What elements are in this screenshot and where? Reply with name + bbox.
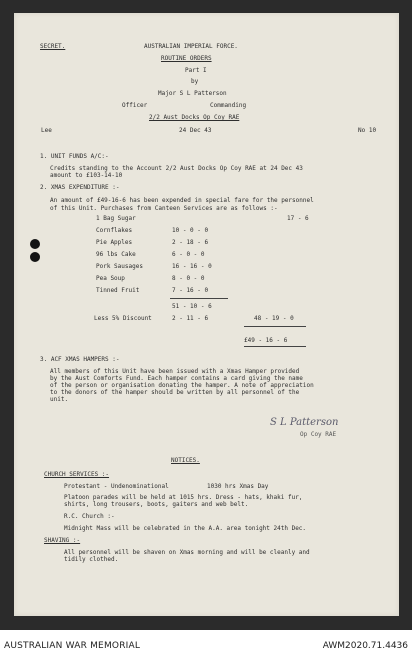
footer-bar [0,630,412,653]
purchase-name: 1 Bag Sugar [96,215,136,222]
purchase-name: Pie Apples [96,239,133,246]
purchase-name: Pork Sausages [96,263,143,270]
part-label: Part I [185,67,207,74]
purchase-amount: 2 - 18 - 6 [172,239,209,246]
notices-heading: NOTICES. [171,457,200,464]
purchase-name: Cornflakes [96,227,133,234]
subtotal: 51 - 10 - 6 [172,303,212,310]
discount-label: Less 5% Discount [94,315,152,322]
item3-line: to the donors of the hamper should be written by all personnel of the [50,389,300,396]
footer-institution: AUSTRALIAN WAR MEMORIAL [4,641,141,651]
item1-heading: 1. UNIT FUNDS A/C:- [40,153,109,160]
discount-amount: 2 - 11 - 6 [172,315,209,322]
punch-hole [30,239,40,249]
officer-label: Officer [122,102,148,109]
subtotal-rule [170,298,228,299]
purchase-amount: 10 - 0 - 0 [172,227,209,234]
signature-block: Op Coy RAE [300,431,337,438]
protestant-time: 1030 hrs Xmas Day [207,483,269,490]
signature-scrawl: S L Patterson [270,417,339,428]
item2-heading: 2. XMAS EXPENDITURE :- [40,184,120,191]
shaving-heading: SHAVING :- [44,537,81,544]
order-number: No 10 [358,127,377,134]
item2-line1: An amount of £49-16-6 has been expended in special fare for the personnel [50,197,314,204]
rc-heading: R.C. Church :- [64,513,115,520]
purchase-amount: 17 - 6 [287,215,309,222]
shaving-line: All personnel will be shaven on Xmas morning and will be cleanly and [64,549,310,556]
officer-name: Major S L Patterson [158,90,227,97]
purchase-amount: 7 - 16 - 0 [172,287,209,294]
purchase-name: Tinned Fruit [96,287,140,294]
item2-line2: of this Unit. Purchases from Canteen Services are as follows :- [50,205,278,212]
purchase-name: Pea Soup [96,275,125,282]
purchase-amount: 6 - 0 - 0 [172,251,205,258]
item1-line1: Credits standing to the Account 2/2 Aust Docks Op Coy RAE at 24 Dec 43 [50,165,303,172]
total-rule [244,326,306,327]
footer-accession: AWM2020.71.4436 [322,641,408,651]
item3-line: by the Aust Comforts Fund. Each hamper contains a card giving the name [50,375,303,382]
order-date: 24 Dec 43 [179,127,212,134]
document-page [14,13,399,616]
after-discount: 48 - 19 - 0 [254,315,294,322]
shaving-line: tidily clothed. [64,556,119,563]
item3-heading: 3. ACF XMAS HAMPERS :- [40,356,120,363]
total-underline [244,346,306,347]
rc-line: Midnight Mass will be celebrated in the A.A. area tonight 24th Dec. [64,525,307,532]
item3-line: of the person or organisation donating the hamper. A note of appreciation [50,382,314,389]
item1-line2: amount to £103-14-10 [50,172,123,179]
church-heading: CHURCH SERVICES :- [44,471,110,478]
commanding-label: Commanding [210,102,247,109]
left-mark: Lee [41,127,52,134]
item3-line: unit. [50,396,69,403]
grand-total: £49 - 16 - 6 [244,337,288,344]
protestant-label: Protestant - Undenominational [64,483,169,490]
purchase-amount: 16 - 16 - 0 [172,263,212,270]
protestant-line: shirts, long trousers, boots, gaiters and web belt. [64,501,249,508]
purchase-amount: 8 - 0 - 0 [172,275,205,282]
unit-name: 2/2 Aust Docks Op Coy RAE [149,114,240,121]
force-title: AUSTRALIAN IMPERIAL FORCE. [144,43,238,50]
punch-hole [30,252,40,262]
by-label: by [191,78,199,85]
item3-line: All members of this Unit have been issued with a Xmas Hamper provided [50,368,300,375]
orders-title: ROUTINE ORDERS [161,55,212,62]
purchase-name: 96 lbs Cake [96,251,136,258]
protestant-line: Platoon parades will be held at 1015 hrs. Dress - hats, khaki fur, [64,494,303,501]
classification: SECRET. [40,43,66,50]
